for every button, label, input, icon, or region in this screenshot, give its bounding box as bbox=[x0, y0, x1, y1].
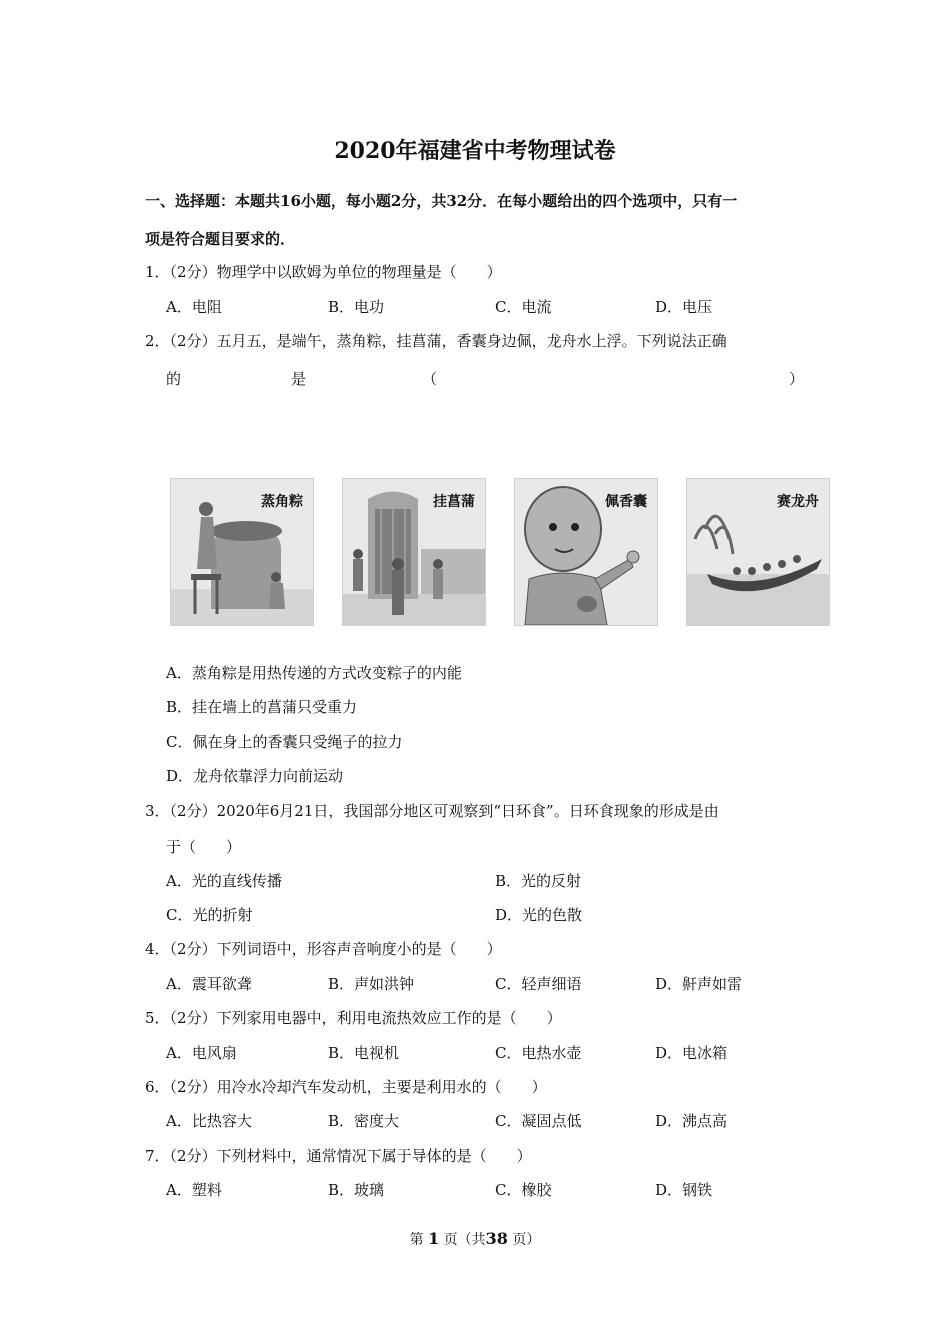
question-4-stem: 4．（2分）下列词语中，形容声音响度小的是（ ） bbox=[145, 940, 502, 958]
footer-total-pages: 38 bbox=[485, 1229, 508, 1248]
page-footer bbox=[0, 1229, 950, 1249]
q3-option-b: B．光的反射 bbox=[495, 872, 582, 890]
q2-option-d: D．龙舟依靠浮力向前运动 bbox=[166, 767, 344, 785]
q1-option-b: B．电功 bbox=[328, 298, 385, 316]
question-7-stem: 7．（2分）下列材料中，通常情况下属于导体的是（ ） bbox=[145, 1147, 532, 1165]
q6-option-a: A．比热容大 bbox=[166, 1112, 252, 1130]
illustration-wear-sachet bbox=[514, 478, 658, 626]
q2-stem-cont-3: （ bbox=[422, 370, 438, 388]
q2-option-c: C．佩在身上的香囊只受绳子的拉力 bbox=[166, 733, 403, 751]
q5-option-d: D．电冰箱 bbox=[655, 1044, 728, 1062]
q6-option-d: D．沸点高 bbox=[655, 1112, 728, 1130]
q2-stem-cont-4: ） bbox=[789, 370, 805, 388]
q4-option-d: D．鼾声如雷 bbox=[655, 975, 743, 993]
q3-option-c: C．光的折射 bbox=[166, 906, 253, 924]
section-heading-line1: 一、选择题：本题共16小题，每小题2分，共32分．在每小题给出的四个选项中，只有一 bbox=[145, 192, 738, 210]
q7-option-d: D．钢铁 bbox=[655, 1181, 713, 1199]
q2-option-a: A．蒸角粽是用热传递的方式改变粽子的内能 bbox=[166, 664, 462, 682]
question-3-stem: 3．（2分）2020年6月21日，我国部分地区可观察到“日环食”。日环食现象的形成是由 bbox=[145, 802, 719, 820]
question-5-stem: 5．（2分）下列家用电器中，利用电流热效应工作的是（ ） bbox=[145, 1009, 562, 1027]
q7-option-c: C．橡胶 bbox=[495, 1181, 552, 1199]
q1-option-a: A．电阻 bbox=[166, 298, 222, 316]
q3-option-a: A．光的直线传播 bbox=[166, 872, 282, 890]
q5-option-a: A．电风扇 bbox=[166, 1044, 237, 1062]
q6-option-c: C．凝固点低 bbox=[495, 1112, 582, 1130]
illustration-caption-2: 挂菖蒲 bbox=[433, 494, 475, 510]
footer-middle: 页（共 bbox=[443, 1232, 486, 1248]
q1-option-d: D．电压 bbox=[655, 298, 713, 316]
footer-suffix: 页） bbox=[512, 1232, 541, 1248]
q7-option-b: B．玻璃 bbox=[328, 1181, 385, 1199]
q3-option-d: D．光的色散 bbox=[495, 906, 583, 924]
illustration-caption-1: 蒸角粽 bbox=[261, 494, 303, 510]
q3-stem-cont: 于（ ） bbox=[166, 838, 242, 856]
illustration-dragon-boat bbox=[686, 478, 830, 626]
question-6-stem: 6．（2分）用冷水冷却汽车发动机，主要是利用水的（ ） bbox=[145, 1078, 547, 1096]
footer-page-number: 1 bbox=[428, 1229, 440, 1248]
q2-stem-cont-1: 的 bbox=[166, 370, 182, 388]
q5-option-c: C．电热水壶 bbox=[495, 1044, 582, 1062]
illustration-hang-calamus bbox=[342, 478, 486, 626]
q6-option-b: B．密度大 bbox=[328, 1112, 400, 1130]
illustration-caption-4: 赛龙舟 bbox=[777, 494, 819, 510]
q2-stem-cont-2: 是 bbox=[291, 370, 307, 388]
q5-option-b: B．电视机 bbox=[328, 1044, 400, 1062]
q7-option-a: A．塑料 bbox=[166, 1181, 222, 1199]
question-1-stem: 1．（2分）物理学中以欧姆为单位的物理量是（ ） bbox=[145, 263, 502, 281]
illustration-steam-zongzi bbox=[170, 478, 314, 626]
q4-option-a: A．震耳欲聋 bbox=[166, 975, 252, 993]
page-title: 2020年福建省中考物理试卷 bbox=[334, 138, 616, 164]
illustration-caption-3: 佩香囊 bbox=[605, 494, 647, 510]
q2-option-b: B．挂在墙上的菖蒲只受重力 bbox=[166, 698, 358, 716]
footer-prefix: 第 bbox=[409, 1232, 424, 1248]
q4-option-c: C．轻声细语 bbox=[495, 975, 582, 993]
question-2-stem: 2．（2分）五月五，是端午，蒸角粽，挂菖蒲，香囊身边佩，龙舟水上浮。下列说法正确 bbox=[145, 332, 727, 350]
q4-option-b: B．声如洪钟 bbox=[328, 975, 415, 993]
q1-option-c: C．电流 bbox=[495, 298, 552, 316]
section-heading-line2: 项是符合题目要求的． bbox=[145, 230, 296, 248]
